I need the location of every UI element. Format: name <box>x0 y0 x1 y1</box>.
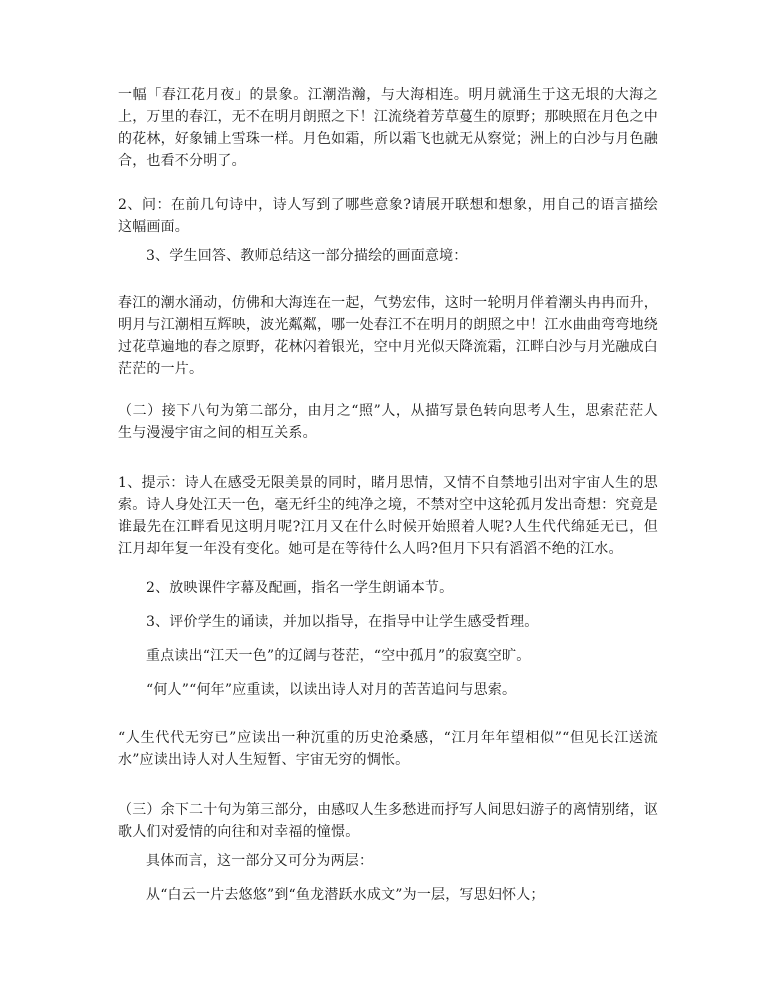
paragraph-spring-river-scene: 一幅「春江花月夜」的景象。江潮浩瀚，与大海相连。明月就涌生于这无垠的大海之上，万里的春江，无不在明月朗照之下！江流绕着芳草蔓生的原野；那映照在月色之中的花林，好象铺上雪珠一样。月色如霜，所以霜飞也就无从察觉；洲上的白沙与月色融合，也看不分明了。 <box>118 87 658 169</box>
paragraph-stress-words: “何人”“何年”应重读，以读出诗人对月的苦苦追问与思索。 <box>146 682 517 698</box>
paragraph-two-layers: 具体而言，这一部分又可分为两层： <box>146 853 374 869</box>
paragraph-part-three-heading: （三）余下二十句为第三部分，由感叹人生多愁进而抒写人间思妇游子的离情别绪，讴歌人们对爱情的向往和对幸福的憧憬。 <box>118 802 658 840</box>
paragraph-step-2-recital: 2、放映课件字幕及配画，指名一学生朗诵本节。 <box>146 580 454 596</box>
paragraph-scene-description: 春江的潮水涌动，仿佛和大海连在一起，气势宏伟，这时一轮明月伴着潮头冉冉而升，明月与江潮相互辉映，波光粼粼，哪一处春江不在明月的朗照之中！江水曲曲弯弯地绕过花草遍地的春之原野，花林闪着银光，空中月光似天降流霜，江畔白沙与月光融成白茫茫的一片。 <box>118 295 658 377</box>
paragraph-question-2: 2、问：在前几句诗中，诗人写到了哪些意象?请展开联想和想象，用自己的语言描绘这幅画面。 <box>118 197 658 235</box>
paragraph-hint-1: 1、提示：诗人在感受无限美景的同时，睹月思情，又情不自禁地引出对宇宙人生的思索。诗人身处江天一色，毫无纤尘的纯净之境，不禁对空中这轮孤月发出奇想：究竟是谁最先在江畔看见这明月呢?江月又在什么时候开始照着人呢?人生代代绵延无已，但江月却年复一年没有变化。她可是在等待什么人吗?但月下只有滔滔不绝的江水。 <box>118 475 659 557</box>
paragraph-reading-focus: 重点读出“江天一色”的辽阔与苍茫，“空中孤月”的寂寞空旷。 <box>146 648 531 664</box>
paragraph-reading-emotion: “人生代代无穷已”应读出一种沉重的历史沧桑感，“江月年年望相似”“但见长江送流水”应读出诗人对人生短暂、宇宙无穷的惆怅。 <box>118 730 658 768</box>
paragraph-step-3-evaluation: 3、评价学生的诵读，并加以指导，在指导中让学生感受哲理。 <box>146 614 539 630</box>
paragraph-step-3-summary: 3、学生回答、教师总结这一部分描绘的画面意境： <box>146 248 468 264</box>
paragraph-part-two-heading: （二）接下八句为第二部分，由月之“照”人，从描写景色转向思考人生，思索茫茫人生与漫漫宇宙之间的相互关系。 <box>118 403 658 441</box>
paragraph-first-layer: 从“白云一片去悠悠”到“鱼龙潜跃水成文”为一层，写思妇怀人； <box>146 887 545 903</box>
